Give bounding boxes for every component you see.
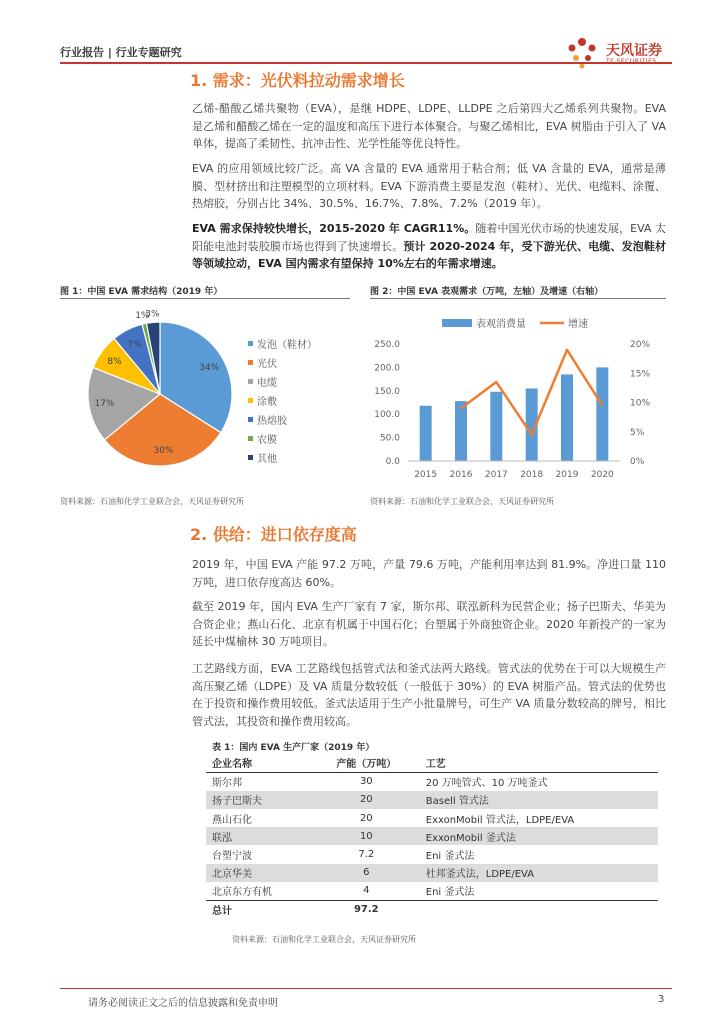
table-cell: 20 — [359, 812, 373, 824]
legend-item — [248, 372, 317, 391]
table-cell: 30 — [359, 776, 373, 788]
y-tick-left: 250.0 — [374, 340, 400, 350]
figure-caption: 图 1：中国 EVA 需求结构（2019 年） — [60, 287, 223, 297]
logo-name: 天风证券 — [606, 43, 662, 59]
table-cell — [420, 900, 658, 918]
table-row — [206, 845, 658, 863]
table-cell: ExxonMobil 管式法，LDPE/EVA — [425, 814, 575, 826]
y-tick-left: 0.0 — [385, 457, 400, 467]
page-number: 3 — [658, 994, 665, 1005]
figure-source: 资料来源：石油和化学工业联合会，天风证券研究所 — [60, 497, 244, 506]
table-cell: Eni 釜式法 — [425, 851, 475, 863]
bold-text: 预计 2020-2024 年，受下游光伏、电缆、发泡鞋材等领域拉动，EVA 国内需求有望保持 10%左右的年需求增速。 — [192, 239, 666, 270]
table-cell: 10 — [313, 827, 420, 845]
table-cell: 燕山石化 — [212, 814, 252, 826]
legend-label: 农膜 — [257, 435, 277, 446]
legend-swatch — [248, 398, 253, 403]
y-tick-right: 20% — [630, 340, 651, 350]
caption-rule — [370, 298, 666, 299]
legend-swatch — [248, 436, 253, 441]
x-tick-label: 2017 — [484, 470, 508, 480]
legend-label: 涂敷 — [257, 397, 277, 408]
footer-rule — [60, 988, 672, 989]
legend-label-bars: 表观消费量 — [476, 319, 526, 330]
pie-legend — [248, 334, 317, 467]
bar — [455, 401, 467, 461]
bar — [561, 374, 573, 461]
legend-swatch-bars — [442, 319, 472, 327]
table-row — [206, 864, 658, 882]
col-header: 产能（万吨） — [313, 754, 420, 772]
table-cell: 北京华美 — [206, 864, 313, 882]
bar — [420, 406, 432, 461]
table-row — [206, 809, 658, 827]
logo — [562, 36, 672, 70]
table-cell: 扬子巴斯夫 — [206, 791, 313, 809]
table-row — [206, 791, 658, 809]
table-cell: 北京东方有机 — [212, 887, 272, 899]
x-tick-label: 2016 — [449, 470, 473, 480]
pie-data-label: 30% — [153, 446, 174, 457]
bold-text: EVA 需求保持较快增长，2015-2020 年 CAGR11%。 — [192, 222, 476, 235]
header-rule — [60, 62, 672, 64]
paragraph: EVA 的应用领域比较广泛。高 VA 含量的 EVA 通常用于粘合剂；低 VA 含量的 EVA，通常是薄膜、型材挤出和注塑模型的立项材料。EVA 下游消费主要是发泡（鞋材）、光伏、电缆料、涂覆、热熔胶，分别占比 34%、30.5%、16.7%、7.8%、7.2%（2019 年）。 — [192, 162, 666, 210]
table-cell: ExxonMobil 釜式法 — [420, 827, 658, 845]
pie-data-label: 8% — [107, 356, 122, 367]
figure-source: 资料来源：石油和化学工业联合会，天风证券研究所 — [370, 497, 554, 506]
paragraph: 工艺路线方面，EVA 工艺路线包括管式法和釜式法两大路线。管式法的优势在于可以大规模生产高压聚乙烯（LDPE）及 VA 质量分数较低（一般低于 30%）的 EVA 树脂产品。管式法的优势也在于投资和操作费用较低。釜式法适用于生产小批量牌号，可生产 VA 质量分数较高的牌号，相比管式法，其投资和操作费用较高。 — [192, 662, 666, 728]
text: 随着中国光伏市场的快速发展，EVA 太阳能电池封装胶膜市场也得到了快速增长。 — [192, 222, 666, 253]
y-tick-left: 200.0 — [374, 363, 400, 374]
y-tick-left: 100.0 — [374, 410, 400, 421]
legend-label: 发泡（鞋材） — [257, 340, 317, 351]
legend-label: 光伏 — [257, 359, 277, 370]
legend-swatch — [248, 341, 253, 346]
y-tick-right: 10% — [630, 398, 651, 409]
table-cell: 杜邦釜式法，LDPE/EVA — [420, 864, 658, 882]
table-cell: 总计 — [206, 900, 313, 918]
col-header: 工艺 — [420, 754, 658, 772]
table-caption: 表 1：国内 EVA 生产厂家（2019 年） — [212, 743, 375, 753]
pie-chart — [70, 304, 250, 484]
table-cell: Basell 管式法 — [420, 791, 658, 809]
table-row — [206, 882, 658, 900]
bar — [490, 392, 502, 461]
legend-label: 电缆 — [257, 378, 277, 389]
table-cell: 台塑宁波 — [212, 851, 252, 863]
legend-item — [248, 410, 317, 429]
legend-item — [248, 429, 317, 448]
legend-swatch — [248, 379, 253, 384]
table-cell: 97.2 — [313, 900, 420, 918]
legend-item — [248, 334, 317, 353]
producers-table — [206, 754, 658, 919]
table-cell: 斯尔邦 — [212, 778, 242, 790]
pie-data-label: 7% — [127, 339, 142, 350]
x-tick-label: 2018 — [520, 470, 544, 480]
paragraph: 乙烯-醋酸乙烯共聚物（EVA），是继 HDPE、LDPE、LLDPE 之后第四大乙烯系列共聚物。EVA 是乙烯和醋酸乙烯在一定的温度和高压下进行本体聚合。与聚乙烯相比，EVA 树脂由于引入了 VA 单体，提高了柔韧性、抗冲击性、光学性能等优良特性。 — [192, 102, 666, 150]
table-cell: 7.2 — [358, 849, 375, 861]
pie-data-label: 34% — [199, 362, 220, 373]
table-cell: 20 万吨管式、10 万吨釜式 — [425, 778, 548, 790]
paragraph: 2019 年，中国 EVA 产能 97.2 万吨，产量 79.6 万吨，产能利用率达到 81.9%。净进口量 110 万吨，进口依存度高达 60%。 — [192, 558, 666, 589]
logo-icon — [562, 36, 602, 70]
y-tick-right: 5% — [630, 427, 645, 438]
table-row — [206, 772, 658, 790]
table-cell: Eni 釜式法 — [425, 887, 475, 899]
legend-item — [248, 391, 317, 410]
combo-chart — [368, 304, 668, 494]
legend-label: 热熔胶 — [257, 416, 287, 427]
legend-swatch — [248, 417, 253, 422]
x-tick-label: 2015 — [414, 470, 438, 480]
col-header: 企业名称 — [206, 754, 313, 772]
legend-item — [248, 353, 317, 372]
table-cell: 4 — [363, 885, 370, 897]
legend-label-line: 增速 — [568, 319, 588, 330]
table-cell: 联泓 — [206, 827, 313, 845]
pie-data-label: 17% — [94, 398, 115, 409]
y-tick-right: 15% — [630, 369, 651, 380]
table-row — [206, 827, 658, 845]
bar — [596, 367, 608, 461]
paragraph: 截至 2019 年，国内 EVA 生产厂家有 7 家，斯尔邦、联泓新科为民营企业；扬子巴斯夫、华美为合资企业；燕山石化、北京有机属于中国石化；台塑属于外商独资企业。2020 年新投产的一家为延长中煤榆林 30 万吨项目。 — [192, 600, 666, 648]
legend-item — [248, 448, 317, 467]
table-cell: 6 — [313, 864, 420, 882]
table-cell: 20 — [313, 791, 420, 809]
table-total-row — [206, 900, 658, 918]
pie-data-label: 1% — [135, 310, 150, 321]
legend-swatch — [248, 360, 253, 365]
x-tick-label: 2020 — [590, 470, 614, 480]
disclaimer: 请务必阅读正文之后的信息披露和免责申明 — [88, 998, 278, 1009]
report-category: 行业报告 | 行业专题研究 — [60, 46, 182, 59]
section-title-demand: 1. 需求：光伏料拉动需求增长 — [190, 71, 405, 90]
section-title-supply: 2. 供给：进口依存度高 — [190, 525, 357, 544]
legend-swatch — [248, 455, 253, 460]
y-tick-left: 150.0 — [374, 386, 400, 397]
page-header — [60, 36, 672, 64]
figure-caption: 图 2：中国 EVA 表观需求（万吨，左轴）及增速（右轴） — [370, 287, 604, 297]
y-tick-right: 0% — [630, 457, 645, 467]
x-tick-label: 2019 — [555, 470, 579, 480]
paragraph — [192, 220, 666, 273]
legend-label: 其他 — [257, 454, 277, 465]
caption-rule — [60, 298, 350, 299]
y-tick-left: 50.0 — [379, 433, 400, 444]
pie-data-label: 3% — [145, 309, 160, 320]
table-source: 资料来源：石油和化学工业联合会，天风证券研究所 — [232, 935, 416, 944]
